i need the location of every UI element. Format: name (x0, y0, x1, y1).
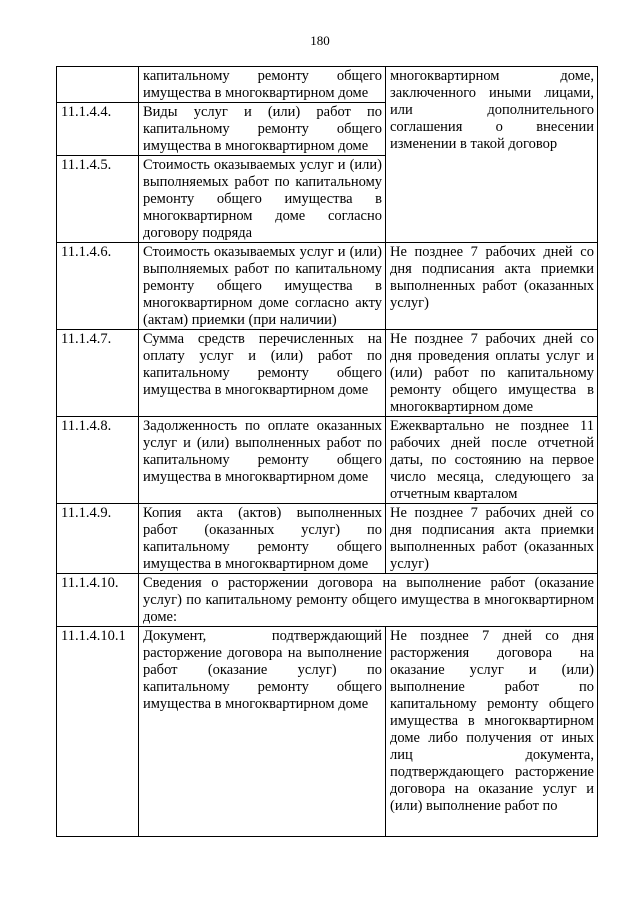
item-number: 11.1.4.8. (57, 417, 139, 504)
item-description: капитальному ремонту общего имущества в многоквартирном доме (139, 67, 386, 103)
item-number: 11.1.4.9. (57, 504, 139, 574)
item-description: Стоимость оказываемых услуг и (или) выполняемых работ по капитальному ремонту общего имущества в многоквартирном доме согласно акту (актам) приемки (при наличии) (139, 243, 386, 330)
item-description: Сведения о расторжении договора на выполнение работ (оказание услуг) по капитальному ремонту общего имущества в многоквартирном доме: (139, 574, 598, 627)
table-row (57, 504, 598, 574)
table-row (57, 67, 598, 103)
item-description: Виды услуг и (или) работ по капитальному ремонту общего имущества в многоквартирном доме (139, 103, 386, 156)
item-description: Задолженность по оплате оказанных услуг и (или) выполненных работ по капитальному ремонту общего имущества в многоквартирном доме (139, 417, 386, 504)
item-description: Документ, подтверждающий расторжение договора на выполнение работ (оказание услуг) по капитальному ремонту общего имущества в многоквартирном доме (139, 627, 386, 837)
item-number: 11.1.4.4. (57, 103, 139, 156)
page-number: 180 (310, 33, 330, 48)
item-deadline: Ежеквартально не позднее 11 рабочих дней после отчетной даты, по состоянию на первое число месяца, следующего за отчетным кварталом (386, 417, 598, 504)
item-deadline: Не позднее 7 рабочих дней со дня подписания акта приемки выполненных работ (оказанных услуг) (386, 504, 598, 574)
table-row (57, 330, 598, 417)
item-number: 11.1.4.6. (57, 243, 139, 330)
item-number: 11.1.4.10. (57, 574, 139, 627)
item-deadline: Не позднее 7 дней со дня расторжения договора на оказание услуг и (или) выполнение работ по капитальному ремонту общего имущества в многоквартирном доме либо получения от иных лиц документа, подтверждающего расторжение договора на оказание услуг и (или) выполнение работ по (386, 627, 598, 837)
item-number: 11.1.4.5. (57, 156, 139, 243)
table-row (57, 417, 598, 504)
item-number: 11.1.4.7. (57, 330, 139, 417)
item-description: Сумма средств перечисленных на оплату услуг и (или) работ по капитальному ремонту общего имущества в многоквартирном доме (139, 330, 386, 417)
item-deadline: многоквартирном доме, заключенного иными лицами, или дополнительного соглашения о внесении изменении в такой договор (386, 67, 598, 243)
item-deadline: Не позднее 7 рабочих дней со дня проведения оплаты услуг и (или) работ по капитальному ремонту общего имущества в многоквартирном доме (386, 330, 598, 417)
item-number: 11.1.4.10.1 (57, 627, 139, 837)
item-deadline: Не позднее 7 рабочих дней со дня подписания акта приемки выполненных работ (оказанных услуг) (386, 243, 598, 330)
item-description: Стоимость оказываемых услуг и (или) выполняемых работ по капитальному ремонту общего имущества в многоквартирном доме согласно договору подряда (139, 156, 386, 243)
table-row (57, 574, 598, 627)
table-row (57, 627, 598, 837)
requirements-table (56, 66, 598, 837)
item-number (57, 67, 139, 103)
table-row (57, 243, 598, 330)
item-description: Копия акта (актов) выполненных работ (оказанных услуг) по капитальному ремонту общего имущества в многоквартирном доме (139, 504, 386, 574)
